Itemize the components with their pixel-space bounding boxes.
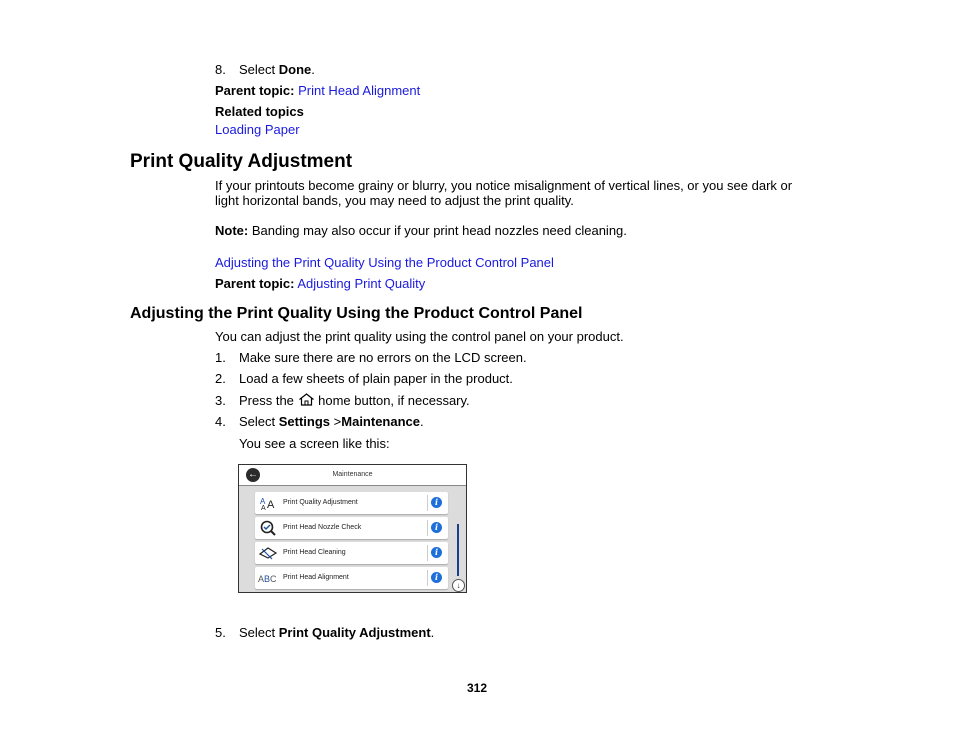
back-arrow-icon[interactable]: ← bbox=[248, 469, 258, 480]
subtopic-link[interactable]: Adjusting the Print Quality Using the Product Control Panel bbox=[215, 255, 554, 270]
svg-text:A: A bbox=[260, 497, 266, 506]
menu-item-print-head-nozzle-check[interactable] bbox=[255, 517, 448, 539]
note bbox=[215, 223, 627, 238]
step-text: Make sure there are no errors on the LCD screen. bbox=[239, 350, 527, 365]
page-number: 312 bbox=[466, 681, 488, 695]
menu-item-print-quality-adjustment[interactable] bbox=[255, 492, 448, 514]
divider bbox=[427, 545, 428, 561]
subsection-heading: Adjusting the Print Quality Using the Product Control Panel bbox=[130, 305, 583, 322]
step-text: Press the home button, if necessary. bbox=[239, 393, 470, 408]
section-heading: Print Quality Adjustment bbox=[130, 151, 353, 172]
svg-text:C: C bbox=[270, 574, 277, 584]
parent-topic bbox=[215, 276, 425, 291]
head-cleaning-icon bbox=[258, 545, 278, 561]
menu-item-print-head-cleaning[interactable] bbox=[255, 542, 448, 564]
info-icon[interactable]: i bbox=[431, 497, 442, 508]
related-topic-link[interactable]: Loading Paper bbox=[215, 122, 300, 137]
svg-text:A: A bbox=[267, 499, 275, 511]
divider bbox=[427, 570, 428, 586]
step-number: 2. bbox=[215, 371, 226, 386]
intro-text: You can adjust the print quality using the control panel on your product. bbox=[215, 329, 624, 344]
step-number: 8. bbox=[215, 62, 226, 77]
lcd-menu bbox=[239, 486, 466, 592]
step-number: 4. bbox=[215, 414, 226, 429]
divider bbox=[427, 495, 428, 511]
step-text: Load a few sheets of plain paper in the product. bbox=[239, 371, 513, 386]
menu-item-label: Print Head Cleaning bbox=[283, 549, 346, 556]
step-text: Select Print Quality Adjustment. bbox=[239, 625, 435, 640]
parent-topic-label: Parent topic: bbox=[215, 276, 295, 291]
lcd-title: Maintenance bbox=[332, 471, 373, 478]
scrollbar[interactable] bbox=[457, 524, 459, 576]
info-icon[interactable]: i bbox=[431, 572, 442, 583]
nozzle-check-icon bbox=[258, 520, 278, 536]
scroll-down-icon[interactable]: ↓ bbox=[452, 579, 465, 592]
parent-topic-label: Parent topic: bbox=[215, 83, 295, 98]
menu-item-label: Print Head Nozzle Check bbox=[283, 524, 362, 531]
step-number: 5. bbox=[215, 625, 226, 640]
lcd-screenshot bbox=[238, 464, 467, 593]
info-icon[interactable]: i bbox=[431, 522, 442, 533]
parent-topic-link[interactable]: Adjusting Print Quality bbox=[297, 276, 426, 291]
step-text: Select Settings >Maintenance. bbox=[239, 414, 424, 429]
parent-topic bbox=[215, 83, 420, 98]
menu-item-label: Print Head Alignment bbox=[283, 574, 349, 581]
note-text: Banding may also occur if your print head nozzles need cleaning. bbox=[248, 223, 627, 238]
print-quality-icon bbox=[258, 495, 278, 511]
head-alignment-icon bbox=[258, 570, 278, 586]
note-label: Note: bbox=[215, 223, 249, 238]
screen-intro: You see a screen like this: bbox=[239, 436, 390, 451]
lcd-header bbox=[239, 465, 466, 486]
svg-text:A: A bbox=[261, 505, 266, 511]
step-number: 3. bbox=[215, 393, 226, 408]
divider bbox=[427, 520, 428, 536]
svg-text:A: A bbox=[258, 574, 265, 584]
section-paragraph: If your printouts become grainy or blurry, you notice misalignment of vertical lines, or you see dark or light horizontal bands, you may need to adjust the print quality. bbox=[215, 178, 793, 208]
info-icon[interactable]: i bbox=[431, 547, 442, 558]
menu-item-print-head-alignment[interactable] bbox=[255, 567, 448, 589]
svg-text:B: B bbox=[264, 574, 271, 584]
step-text: Select Done. bbox=[239, 62, 315, 77]
home-icon bbox=[298, 393, 315, 406]
step-number: 1. bbox=[215, 350, 226, 365]
menu-item-label: Print Quality Adjustment bbox=[283, 499, 358, 506]
related-topics-label: Related topics bbox=[215, 104, 304, 119]
parent-topic-link[interactable]: Print Head Alignment bbox=[298, 83, 421, 98]
